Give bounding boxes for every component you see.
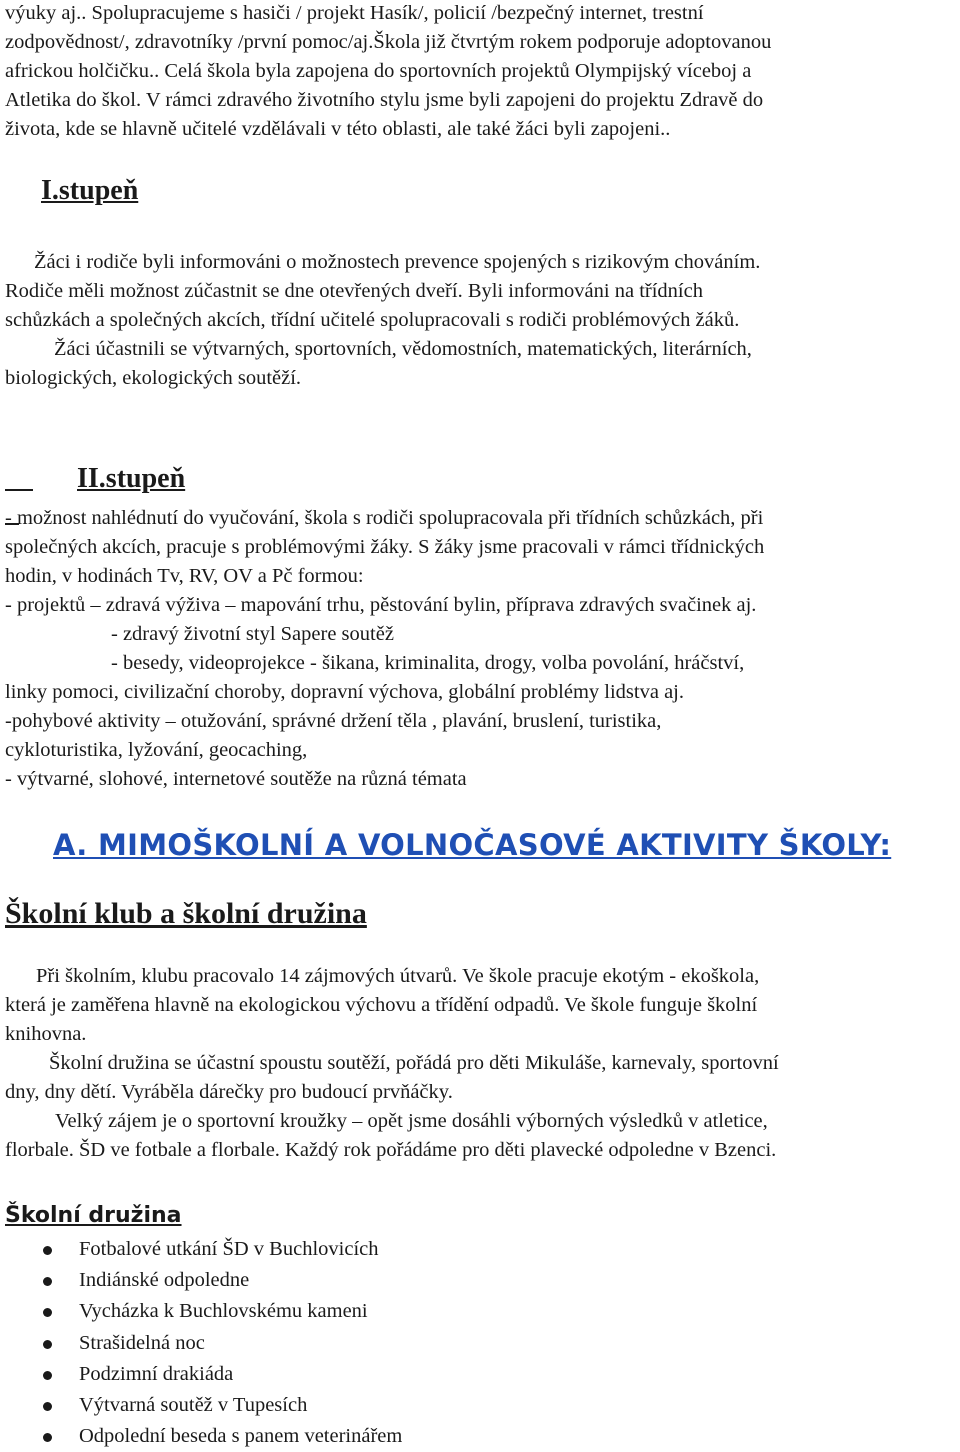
klub-line: která je zaměřena hlavně na ekologickou výchovu a třídění odpadů. Ve škole funguje školní [5, 994, 758, 1016]
list-item [5, 1421, 402, 1452]
stage1-heading: I.stupeň [41, 175, 139, 206]
bullet-icon [43, 1433, 52, 1442]
list-item [5, 1234, 402, 1265]
list-item-text: Výtvarná soutěž v Tupesích [79, 1394, 308, 1417]
klub-line: knihovna. [5, 1023, 87, 1045]
list-item-text: Indiánské odpoledne [79, 1269, 250, 1292]
klub-line: Školní družina se účastní spoustu soutěží, pořádá pro děti Mikuláše, karnevaly, sportovní [49, 1052, 779, 1074]
list-item [5, 1390, 402, 1421]
bullet-icon [43, 1308, 52, 1317]
druzina-list [5, 1234, 402, 1452]
list-item [5, 1265, 402, 1296]
stage2-heading: II.stupeň [77, 463, 186, 494]
list-item [5, 1359, 402, 1390]
bullet-icon [43, 1277, 52, 1286]
intro-line: zodpovědnost/, zdravotníky /první pomoc/aj.Škola již čtvrtým rokem podporuje adoptovanou [5, 31, 772, 53]
bullet-icon [43, 1402, 52, 1411]
stage2-line: cykloturistika, lyžování, geocaching, [5, 739, 308, 761]
stage2-line: hodin, v hodinách Tv, RV, OV a Pč formou: [5, 565, 364, 587]
klub-line: Velký zájem je o sportovní kroužky – opět jsme dosáhli výborných výsledků v atletice, [55, 1110, 768, 1132]
stage1-line: biologických, ekologických soutěží. [5, 367, 302, 389]
intro-paragraph [5, 0, 771, 144]
stage2-line: -pohybové aktivity – otužování, správné držení těla , plavání, bruslení, turistika, [5, 710, 662, 732]
klub-heading: Školní klub a školní družina [5, 897, 367, 930]
stage2-line: - možnost nahlédnutí do vyučování, škola s rodiči spolupracovala při třídních schůzkách, při [5, 507, 764, 529]
stage1-line: Rodiče měli možnost zúčastnit se dne otevřených dveří. Byli informováni na třídních [5, 280, 703, 302]
druzina-heading: Školní družina [5, 1203, 182, 1228]
bullet-icon [43, 1340, 52, 1349]
section-a-heading: A. MIMOŠKOLNÍ A VOLNOČASOVÉ AKTIVITY ŠKOLY: [53, 828, 892, 862]
stage2-line: společných akcích, pracuje s problémovými žáky. S žáky jsme pracovali v rámci třídnických [5, 536, 765, 558]
list-item [5, 1328, 402, 1359]
stage2-paragraph [5, 504, 764, 794]
stage1-line: schůzkách a společných akcích, třídní učitelé spolupracovali s rodiči problémových žáků. [5, 309, 740, 331]
list-item-text: Strašidelná noc [79, 1331, 205, 1354]
intro-line: africkou holčičku.. Celá škola byla zapojena do sportovních projektů Olympijský víceboj a [5, 60, 752, 82]
list-item-text: Podzimní drakiáda [79, 1362, 234, 1385]
intro-line: Atletika do škol. V rámci zdravého životního stylu jsme byli zapojeni do projektu Zdravě do [5, 89, 764, 111]
stage1-line: Žáci i rodiče byli informováni o možnostech prevence spojených s rizikovým chováním. [34, 251, 761, 273]
stage2-line: - výtvarné, slohové, internetové soutěže na různá témata [5, 768, 467, 790]
klub-paragraph [5, 962, 779, 1165]
stage2-line: - besedy, videoprojekce - šikana, kriminalita, drogy, volba povolání, hráčství, [111, 652, 745, 674]
intro-line: výuky aj.. Spolupracujeme s hasiči / projekt Hasík/, policií /bezpečný internet, trestní [5, 2, 704, 24]
stage2-line: linky pomoci, civilizační choroby, dopravní výchova, globální problémy lidstva aj. [5, 681, 685, 703]
stage2-line: - projektů – zdravá výživa – mapování trhu, pěstování bylin, příprava zdravých svačinek aj. [5, 594, 757, 616]
list-item-text: Vycházka k Buchlovskému kameni [79, 1300, 368, 1323]
klub-line: Při školním, klubu pracovalo 14 zájmových útvarů. Ve škole pracuje ekotým - ekoškola, [36, 965, 760, 987]
list-item [5, 1296, 402, 1327]
bullet-icon [43, 1246, 52, 1255]
stage1-paragraph [5, 248, 760, 393]
intro-line: života, kde se hlavně učitelé vzdělávali v této oblasti, ale také žáci byli zapojeni.. [5, 118, 671, 140]
stage2-heading-indent [33, 462, 77, 496]
bullet-icon [43, 1371, 52, 1380]
stage1-line: Žáci účastnili se výtvarných, sportovních, vědomostních, matematických, literárních, [54, 338, 752, 360]
list-item-text: Fotbalové utkání ŠD v Buchlovicích [79, 1238, 379, 1260]
klub-line: dny, dny dětí. Vyráběla dárečky pro budoucí prvňáčky. [5, 1081, 453, 1103]
klub-line: florbale. ŠD ve fotbale a florbale. Každý rok pořádáme pro děti plavecké odpoledne v Bzenci. [5, 1139, 777, 1161]
list-item-text: Odpolední beseda s panem veterinářem [79, 1425, 403, 1448]
stage2-line: - zdravý životní styl Sapere soutěž [111, 623, 394, 645]
